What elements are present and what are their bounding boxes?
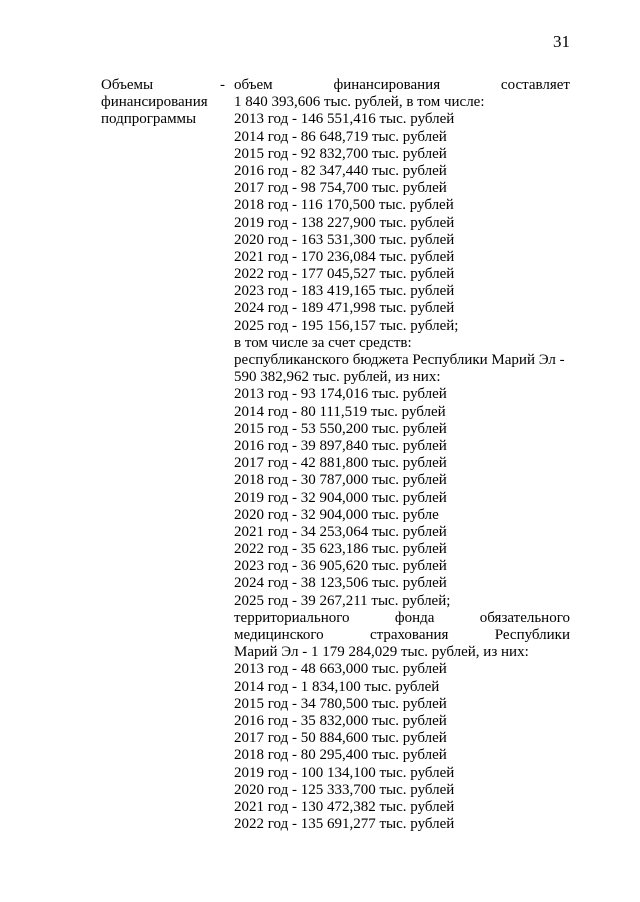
total-year-item: 2019 год - 138 227,900 тыс. рублей xyxy=(234,214,455,231)
fund-year-item: 2016 год - 35 832,000 тыс. рублей xyxy=(234,712,447,729)
fund-heading-word: Республики xyxy=(494,627,570,643)
budget-year-item: 2017 год - 42 881,800 тыс. рублей xyxy=(234,455,447,472)
budget-heading: республиканского бюджета Республики Марий Эл - xyxy=(234,352,565,368)
section-label-line: Объемы xyxy=(101,77,154,93)
budget-years-list xyxy=(234,386,570,609)
fund-heading-line xyxy=(234,610,570,627)
total-year-item: 2023 год - 183 419,165 тыс. рублей xyxy=(234,283,455,300)
budget-year-item: 2024 год - 38 123,506 тыс. рублей xyxy=(234,575,447,592)
total-amount-line: 1 840 393,606 тыс. рублей, в том числе: xyxy=(234,94,485,111)
intro-word: составляет xyxy=(500,77,570,93)
budget-year-item: 2022 год - 35 623,186 тыс. рублей xyxy=(234,541,447,558)
fund-year-item: 2015 год - 34 780,500 тыс. рублей xyxy=(234,695,447,712)
total-year-item: 2015 год - 92 832,700 тыс. рублей xyxy=(234,145,447,162)
total-year-item: 2016 год - 82 347,440 тыс. рублей xyxy=(234,162,447,179)
intro-word: объем xyxy=(234,77,273,93)
fund-heading-word: фонда xyxy=(394,609,435,626)
budget-year-item: 2020 год - 32 904,000 тыс. рубле xyxy=(234,506,439,523)
total-year-item: 2024 год - 189 471,998 тыс. рублей xyxy=(234,300,455,317)
section-label xyxy=(101,77,219,129)
fund-year-item: 2013 год - 48 663,000 тыс. рублей xyxy=(234,661,447,678)
total-year-item: 2021 год - 170 236,084 тыс. рублей xyxy=(234,248,455,265)
fund-heading-word: медицинского xyxy=(234,627,324,643)
budget-year-item: 2018 год - 30 787,000 тыс. рублей xyxy=(234,472,447,489)
budget-total: 590 382,962 тыс. рублей, из них: xyxy=(234,369,441,386)
fund-year-item: 2017 год - 50 884,600 тыс. рублей xyxy=(234,730,447,747)
section-label-line: подпрограммы xyxy=(101,111,197,128)
total-year-item: 2022 год - 177 045,527 тыс. рублей xyxy=(234,266,455,283)
total-year-item: 2014 год - 86 648,719 тыс. рублей xyxy=(234,128,447,145)
total-year-item: 2013 год - 146 551,416 тыс. рублей xyxy=(234,111,455,128)
total-years-list xyxy=(234,111,570,334)
separator-dash: - xyxy=(220,77,225,93)
fund-years-list xyxy=(234,661,570,833)
budget-year-item: 2019 год - 32 904,000 тыс. рублей xyxy=(234,489,447,506)
intro-word: финансирования xyxy=(333,77,441,93)
fund-year-item: 2018 год - 80 295,400 тыс. рублей xyxy=(234,747,447,764)
fund-total: Марий Эл - 1 179 284,029 тыс. рублей, из них: xyxy=(234,644,529,661)
fund-year-item: 2021 год - 130 472,382 тыс. рублей xyxy=(234,798,455,815)
budget-year-item: 2015 год - 53 550,200 тыс. рублей xyxy=(234,420,447,437)
budget-year-item: 2025 год - 39 267,211 тыс. рублей; xyxy=(234,592,451,609)
total-year-item: 2017 год - 98 754,700 тыс. рублей xyxy=(234,180,447,197)
fund-year-item: 2019 год - 100 134,100 тыс. рублей xyxy=(234,764,455,781)
budget-year-item: 2016 год - 39 897,840 тыс. рублей xyxy=(234,437,447,454)
funding-content xyxy=(234,77,570,833)
fund-year-item: 2014 год - 1 834,100 тыс. рублей xyxy=(234,678,440,695)
section-label-line: финансирования xyxy=(101,94,208,111)
fund-heading-line xyxy=(234,627,570,644)
total-year-item: 2018 год - 116 170,500 тыс. рублей xyxy=(234,197,454,214)
budget-year-item: 2023 год - 36 905,620 тыс. рублей xyxy=(234,558,447,575)
fund-heading-word: страхования xyxy=(369,627,449,643)
budget-year-item: 2014 год - 80 111,519 тыс. рублей xyxy=(234,403,446,420)
sources-intro: в том числе за счет средств: xyxy=(234,334,412,351)
fund-heading-word: территориального xyxy=(234,609,350,626)
total-year-item: 2025 год - 195 156,157 тыс. рублей; xyxy=(234,317,459,334)
budget-year-item: 2021 год - 34 253,064 тыс. рублей xyxy=(234,523,447,540)
budget-year-item: 2013 год - 93 174,016 тыс. рублей xyxy=(234,386,447,403)
page-number: 31 xyxy=(553,32,570,51)
total-year-item: 2020 год - 163 531,300 тыс. рублей xyxy=(234,231,455,248)
intro-line xyxy=(234,77,570,94)
fund-year-item: 2020 год - 125 333,700 тыс. рублей xyxy=(234,781,455,798)
fund-heading-word: обязательного xyxy=(479,609,570,626)
fund-year-item: 2022 год - 135 691,277 тыс. рублей xyxy=(234,816,455,833)
